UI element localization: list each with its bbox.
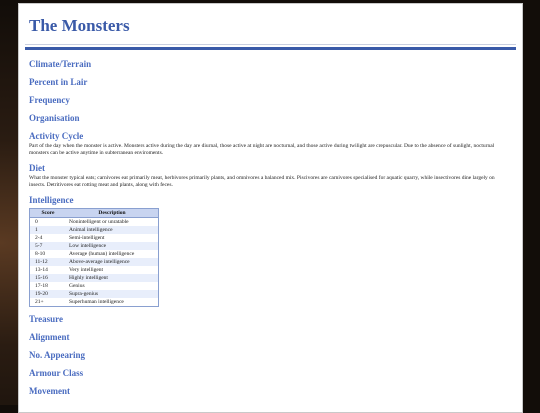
heading-frequency: Frequency	[29, 95, 70, 105]
score-cell: 15-16	[30, 274, 67, 282]
heading-organisation: Organisation	[29, 113, 80, 123]
description-cell: Supra-genius	[66, 290, 159, 298]
score-cell: 21+	[35, 299, 44, 306]
table-row	[30, 226, 159, 234]
heading-alignment: Alignment	[29, 332, 70, 343]
description-cell: Highly intelligent	[66, 274, 159, 282]
content	[19, 50, 522, 397]
description-cell: Above-average intelligence	[66, 258, 159, 266]
score-cell: 1	[30, 226, 67, 234]
description-cell: Superhuman intelligence	[69, 299, 124, 306]
column-header-score: Score	[30, 209, 67, 218]
description-cell: Animal intelligence	[66, 226, 159, 234]
table-row	[30, 218, 159, 227]
description-cell: Semi-intelligent	[69, 235, 105, 242]
table-row	[30, 234, 159, 242]
document-page	[18, 3, 523, 413]
table-row	[30, 242, 159, 250]
intelligence-table	[29, 208, 159, 307]
title-divider-thin	[25, 44, 516, 45]
heading-armour-class: Armour Class	[29, 368, 84, 379]
score-cell: 11-12	[30, 258, 67, 266]
score-cell: 19-20	[30, 290, 67, 298]
heading-lair: Percent in Lair	[29, 77, 88, 87]
column-header-description: Description	[66, 209, 159, 218]
table-row	[30, 250, 159, 258]
description-cell: Average (human) intelligence	[69, 251, 135, 258]
table-row	[30, 266, 159, 274]
heading-intelligence: Intelligence	[29, 195, 74, 206]
heading-no-appearing: No. Appearing	[29, 350, 86, 361]
heading-climate: Climate/Terrain	[29, 59, 92, 69]
score-cell: 8-10	[35, 251, 46, 258]
score-cell: 17-18	[35, 283, 48, 290]
heading-diet: Diet	[29, 163, 45, 174]
heading-movement: Movement	[29, 386, 70, 397]
description-cell: Nonintelligent or unratable	[69, 219, 129, 226]
table-row	[30, 298, 159, 307]
table-row	[30, 258, 159, 266]
score-cell: 0	[35, 219, 38, 226]
score-cell: 13-14	[35, 267, 48, 274]
score-cell: 5-7	[30, 242, 67, 250]
diet-text: What the monster typical eats; carnivores eat primarily meat, herbivores primarily plants, and omnivores a balanced mix. Piscivores are carnivores specialised for aquatic quarry, while insectivores dine largely on insects. Detritivores eat rotting meat and plants, along with feces.	[29, 175, 495, 188]
description-cell: Genius	[69, 283, 85, 290]
description-cell: Low intelligence	[66, 242, 159, 250]
heading-treasure: Treasure	[29, 314, 63, 325]
description-cell: Very intelligent	[69, 267, 104, 274]
table-row	[30, 282, 159, 290]
heading-activity-cycle: Activity Cycle	[29, 131, 84, 141]
score-cell: 2-4	[35, 235, 43, 242]
page-title: The Monsters	[29, 16, 130, 35]
activity-cycle-text: Part of the day when the monster is active. Monsters active during the day are diurnal, those active at night are nocturnal, and those active during twilight are crepuscular. Due to the absence of sunlight, nocturnal monsters can be active anytime in subterranean enviroments.	[29, 143, 495, 156]
table-row	[30, 274, 159, 282]
table-row	[30, 290, 159, 298]
